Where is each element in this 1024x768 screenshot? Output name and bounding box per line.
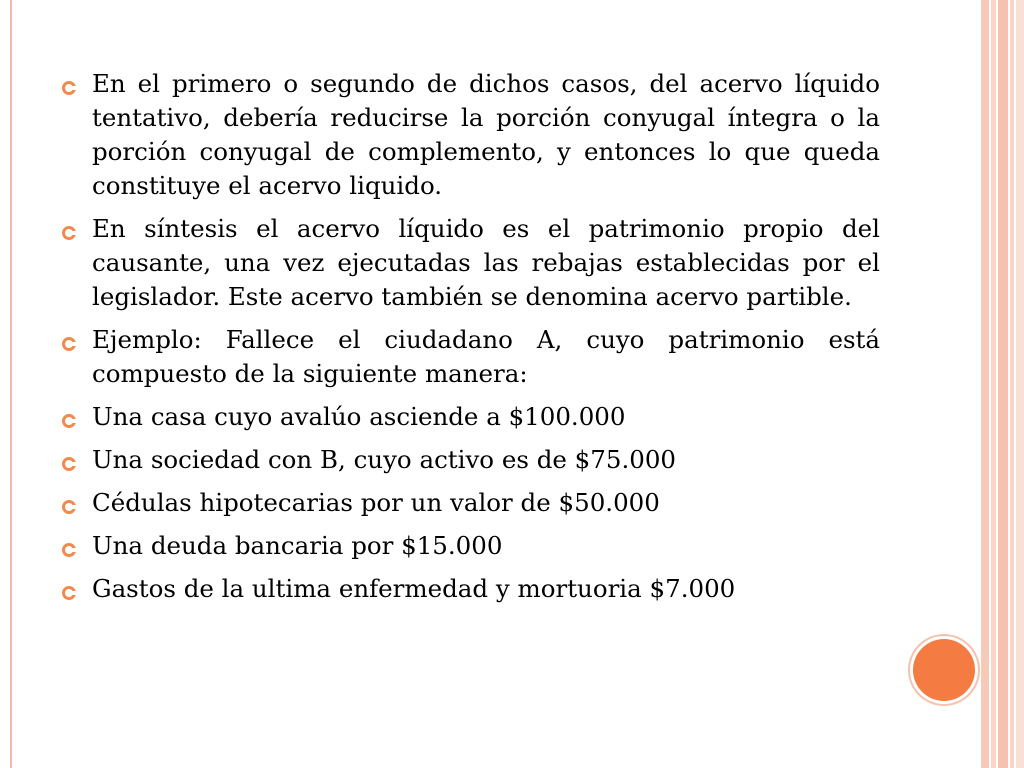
bullet-text: En el primero o segundo de dichos casos, del acervo líquido tentativo, debería reducirse la porción conyugal íntegra o la porción conyugal de complemento, y entonces lo que queda constituye el acervo liquido.	[92, 69, 880, 200]
bullet-icon	[62, 457, 76, 471]
bullet-item	[62, 486, 880, 520]
bullet-item	[62, 572, 880, 606]
bullet-icon	[62, 543, 76, 557]
bullet-icon	[62, 337, 76, 351]
bullet-text: Cédulas hipotecarias por un valor de $50.000	[92, 488, 660, 517]
decorative-stripe	[1010, 0, 1014, 768]
decorative-circle	[913, 639, 975, 701]
bullet-list	[62, 67, 880, 606]
bullet-item	[62, 212, 880, 314]
decorative-stripe	[991, 0, 996, 768]
bullet-icon	[62, 414, 76, 428]
decorative-stripe	[981, 0, 989, 768]
bullet-item	[62, 529, 880, 563]
bullet-item	[62, 67, 880, 203]
bullet-text: Gastos de la ultima enfermedad y mortuoria $7.000	[92, 574, 736, 603]
decorative-stripe	[1016, 0, 1024, 768]
bullet-icon	[62, 586, 76, 600]
bullet-item	[62, 323, 880, 391]
bullet-text: Una deuda bancaria por $15.000	[92, 531, 503, 560]
bullet-text: Ejemplo: Fallece el ciudadano A, cuyo patrimonio está compuesto de la siguiente manera:	[92, 325, 880, 388]
bullet-icon	[62, 500, 76, 514]
decorative-stripe	[998, 0, 1008, 768]
bullet-text: En síntesis el acervo líquido es el patrimonio propio del causante, una vez ejecutadas las rebajas establecidas por el legislador. Este acervo también se denomina acervo partible.	[92, 214, 880, 311]
bullet-item	[62, 443, 880, 477]
bullet-text: Una casa cuyo avalúo asciende a $100.000	[92, 402, 626, 431]
bullet-icon	[62, 81, 76, 95]
bullet-text: Una sociedad con B, cuyo activo es de $75.000	[92, 445, 676, 474]
slide-content	[62, 67, 880, 615]
bullet-icon	[62, 226, 76, 240]
bullet-item	[62, 400, 880, 434]
